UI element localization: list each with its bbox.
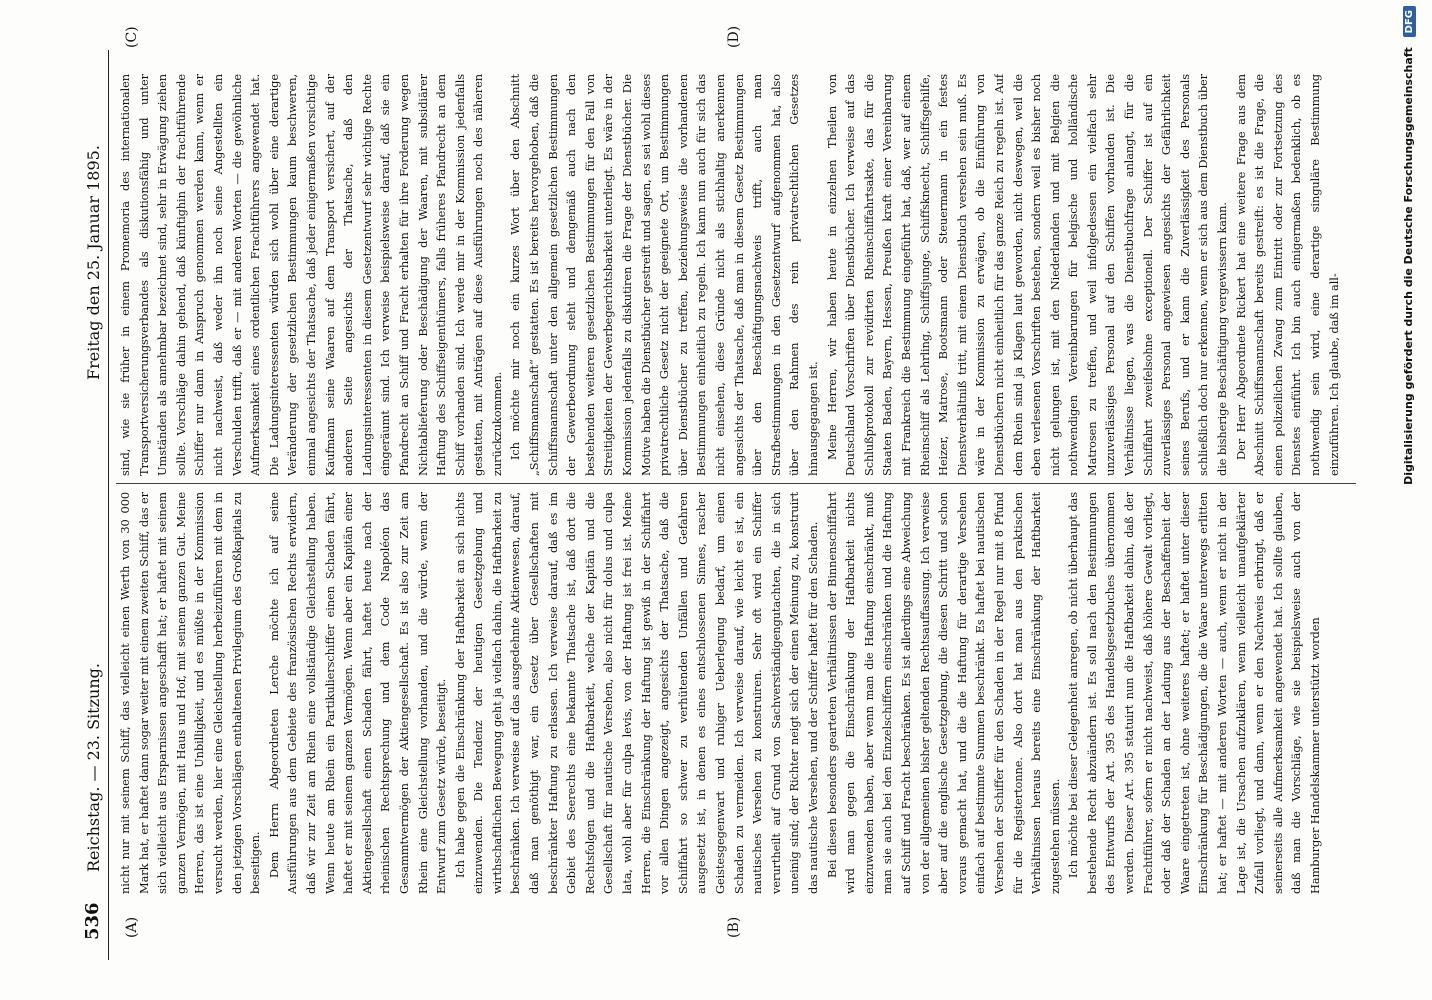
paragraph: Dem Herrn Abgeordneten Lerche möchte ich auf seine Ausführungen aus dem Gebiete des französischen Rechts erwidern, daß wir zur Zeit am Rhein eine vollständige Gleichstellung haben. Wenn heute am Rhein ein Partikulierschiffer einen Schaden fährt, haftet er mit seinem ganzen Vermögen. Wenn aber ein Kapitän einer Aktiengesellschaft einen Schaden fährt, haftet heute nach der rheinischen Rechtsprechung und dem Code Napoléon das Gesammtvermögen der Aktiengesellschaft. Es ist also zur Zeit am Rhein eine Gleichstellung vorhanden, und die würde, wenn der Entwurf zum Gesetz würde, beseitigt.: [266, 492, 449, 894]
dfg-logo: DFG: [1403, 6, 1416, 37]
paragraph: sind, wie sie früher in einem Promemoria des internationalen Transportversicherungsverbandes als diskutionsfähig und unter Umständen als annehmbar bezeichnet sind, sehr in Erwägung ziehen sollte. Vorschläge dahin gehend, daß künftighin der frachtführende Schiffer nur dann in Anspruch genommen werden kann, wenn er nicht nachweist, daß weder ihn noch seine Angestellten ein Verschulden trifft, daß er — mit anderen Worten — die gewöhnliche Aufmerksamkeit eines ordentlichen Frachtführers angewendet hat. Die Ladungsinteressenten würden sich wohl über eine derartige Veränderung der gesetzlichen Bestimmungen kaum beschweren, einmal angesichts der Thatsache, daß jeder einigermaßen vorsichtige Kaufmann seine Waaren auf dem Transport versichert, auf der anderen Seite angesichts der Thatsache, daß den Ladungsinteressenten in diesem Gesetzentwurf sehr wichtige Rechte eingeräumt sind. Ich verweise beispielsweise darauf, daß sie ein Pfandrecht an Schiff und Fracht erhalten für ihre Forderung wegen Nichtablieferung oder Beschädigung der Waaren, mit subsidiärer Haftung des Schiffseigenthümers, falls früheres Pfandrecht an dem Schiff vorhanden sind. Ich werde mir in der Kommission jedenfalls gestatten, mit Anträgen auf diese Ausführungen noch des näheren zurückzukommen.: [118, 74, 504, 476]
paragraph: Ich möchte mir noch ein kurzes Wort über den Abschnitt „Schiffsmannschaft“ gestatten. Es ist bereits hervorgehoben, daß die Schiffsmannschaft unter den allgemein gesetzlichen Bestimmungen der Gewerbeordnung steht und demgemäß auch nach den bestehenden weiteren gesetzlichen Bestimmungen für den Fall von Streitigkeiten der Gewerbegerichtsbarkeit unterliegt. Es wäre in der Kommission jedenfalls zu diskutiren die Frage der Dienstbücher. Die Motive haben die Dienstbücher gestreift und sagen, es sei wohl dieses privatrechtliche Gesetz nicht der geeignete Ort, um Bestimmungen über Dienstbücher zu treffen, beziehungsweise die vorhandenen Bestimmungen einheitlich zu regeln. Ich kann nun auch für sich das nicht einsehen, diese Gründe nicht als stichhaltig anerkennen angesichts der Thatsache, daß man in diesem Gesetz Bestimmungen über den Beschäftigungsnachweis trifft, auch man Strafbestimmungen in den Gesetzentwurf aufgenommen hat, also über den Rahmen des rein privatrechtlichen Gesetzes hinausgegangen ist.: [508, 74, 820, 476]
paragraph: Bei diesen besonders gearteten Verhältnissen der Binnenschiffahrt wird man gegen die Einschränkung der Haftbarkeit nichts einzuwenden haben, aber wenn man die Haftung einschränkt, muß man sie auch bei den Einzelschiffern einschränken und die Haftung auf Schiff und Fracht beschränken. Es ist allerdings eine Abweichung von der allgemeinen bisher geltenden Rechtsauffassung. Ich verweise aber auf die englische Gesetzgebung, die diesen Schritt und schon voraus gemacht hat, und die die Haftung für derartige Versehen einfach auf bestimmte Summen beschränkt. Es haftet bei nautischen Versehen der Schiffer für den Schaden in der Regel nur mit 8 Pfund für die Registertonne. Also dort hat man aus den praktischen Verhältnissen heraus bereits eine Einschränkung der Haftbarkeit zugestehen müssen.: [824, 492, 1062, 894]
margin-mark-d: (D): [726, 25, 742, 48]
text-column-right: [116, 74, 1356, 476]
page-number: 536: [82, 902, 103, 940]
paragraph: Der Herr Abgeordnete Rickert hat eine weitere Frage aus dem Abschnitt Schiffsmannschaft bereits gestreift: es ist die Frage, die einen polizeilichen Zwang zum Eintritt oder zur Fortsetzung des Dienstes einführt. Ich bin auch einigermaßen bedenklich, ob es nothwendig sein wird, eine derartige singuläre Bestimmung einzuführen. Ich glaube, daß im all-: [1233, 74, 1341, 476]
paragraph: Ich möchte bei dieser Gelegenheit anregen, ob nicht überhaupt das bestehende Recht abzuändern ist. Es soll nach den Bestimmungen des Entwurfs der Art. 395 des Handelsgesetzbuches übernommen werden. Dieser Art. 395 statuirt nun die Haftbarkeit dahin, daß der Frachtführer, sofern er nicht nachweist, daß höhere Gewalt vorliegt, oder daß der Schaden an der Ladung aus der Beschaffenheit der Waare eingetreten ist, ohne weiteres haftet; er haftet unter dieser Einschränkung für Beschädigungen, die die Waare unterwegs erlitten hat; er haftet — mit anderen Worten — auch, wenn er nicht in der Lage ist, die Ursachen aufzuklären, wenn vielleicht unaufgeklärter Zufall vorliegt, und dann, wenn er den Nachweis erbringt, daß er seinerseits alle Aufmerksamkeit angewendet hat. Ich sollte glauben, daß man die Vorschläge, wie sie beispielsweise auch von der Hamburger Handelskammer unterstützt worden: [1066, 492, 1322, 894]
digitization-credit: [1402, 6, 1426, 996]
paragraph: nicht nur mit seinem Schiff, das vielleicht einen Werth von 30 000 Mark hat, er haftet dann sogar weiter mit einem zweiten Schiff, das er sich vielleicht aus Ersparnissen angeschafft hat; er haftet mit seinem ganzen Vermögen, mit Haus und Hof, mit seinem ganzen Gut. Meine Herren, das ist eine Unbilligkeit, und es müßte in der Kommission versucht werden, hier eine Gleichstellung herbeizuführen mit dem in den jetzigen Vorschlägen enthaltenen Privilegium des Großkapitals zu beseitigen.: [118, 492, 263, 894]
text-column-left: [116, 492, 1356, 894]
margin-mark-a: (A): [124, 916, 140, 938]
column-divider: [116, 483, 1356, 484]
credit-text: Digitalisierung gefördert durch die Deutsche Forschungsgemeinschaft: [1402, 47, 1415, 485]
margin-mark-c: (C): [124, 26, 140, 48]
margin-mark-b: (B): [726, 916, 742, 938]
paragraph: Meine Herren, wir haben heute in einzelnen Theilen von Deutschland Vorschriften über Dienstbücher. Ich verweise auf das Schlußprotokoll zur revidirten Rheinschiffahrtsakte, das für die Staaten Baden, Bayern, Hessen, Preußen kraft einer Vereinbarung mit Frankreich die Bestimmung eingeführt hat, daß, wer auf einem Rheinschiff als Lehrling, Schiffsjunge, Schiffsknecht, Schiffsgehilfe, Heizer, Matrose, Bootsmann oder Steuermann in ein festes Dienstverhältniß tritt, mit einem Dienstbuch versehen sein muß. Es wäre in der Kommission zu erwägen, ob die Einführung von Dienstbüchern nicht einheitlich für das ganze Reich zu regeln ist. Auf dem Rhein sind ja Klagen laut geworden, nicht deswegen, weil die eben verlesenen Vorschriften bestehen, sondern weil es bisher noch nicht gelungen ist, mit den Niederlanden und mit Belgien die nothwendigen Vereinbarungen für belgische und holländische Matrosen zu treffen, und weil infolgedessen ein vielfach sehr unzuverlässiges Personal auf den Schiffen vorhanden ist. Die Verhältnisse liegen, was die Dienstbuchfrage anlangt, für die Schiffahrt zweifelsohne exceptionell. Der Schiffer ist auf ein zuverlässiges Personal angewiesen angesichts der Gefährlichkeit seines Berufs, und er kann die Zuverlässigkeit des Personals schließlich doch nur erkennen, wenn er sich aus dem Dienstbuch über die bisherige Beschäftigung vergewissern kann.: [824, 74, 1230, 476]
header-rule: [108, 50, 109, 960]
running-head-right: Freitag den 25. Januar 1895.: [84, 145, 103, 380]
running-head-left: Reichstag. — 23. Sitzung.: [84, 663, 103, 872]
paragraph: Ich habe gegen die Einschränkung der Haftbarkeit an sich nichts einzuwenden. Die Tendenz der heutigen Gesetzgebung und wirthschaftlichen Bewegung geht ja vielfach dahin, die Haftbarkeit zu beschränken. Ich verweise auf das ausgedehnte Aktienwesen, darauf, daß man genöthigt war, ein Gesetz über Gesellschaften mit beschränkter Haftung zu erlassen. Ich verweise darauf, daß es im Gebiet des Seerechts eine bekannte Thatsache ist, daß dort die Rechtsfolgen und die Haftbarkeit, welche der Kapitän und die Gesellschaft für nautische Versehen, also nicht für dolus und culpa lata, wohl aber für culpa levis, von der Haftung ist frei ist. Meine Herren, die Einschränkung der Haftung ist gewiß in der Schiffahrt vor allen Dingen angezeigt, angesichts der Thatsache, daß die Schiffahrt so schwer zu verhütenden Unfällen und Gefahren ausgesetzt ist, in denen es eines entschlossenen Sinnes, rascher Geistesgegenwart und ruhiger Ueberlegung bedarf, um einen Schaden zu vermeiden. Ich verweise darauf, wie leicht es ist, ein nautisches Versehen zu konstruiren. Sehr oft wird ein Schiffer verurtheilt auf Grund von Sachverständigengutachten, die in sich uneinig sind; der Richter neigt sich der einen Meinung zu, konstruirt das nautische Versehen, und der Schiffer haftet für den Schaden.: [452, 492, 820, 894]
